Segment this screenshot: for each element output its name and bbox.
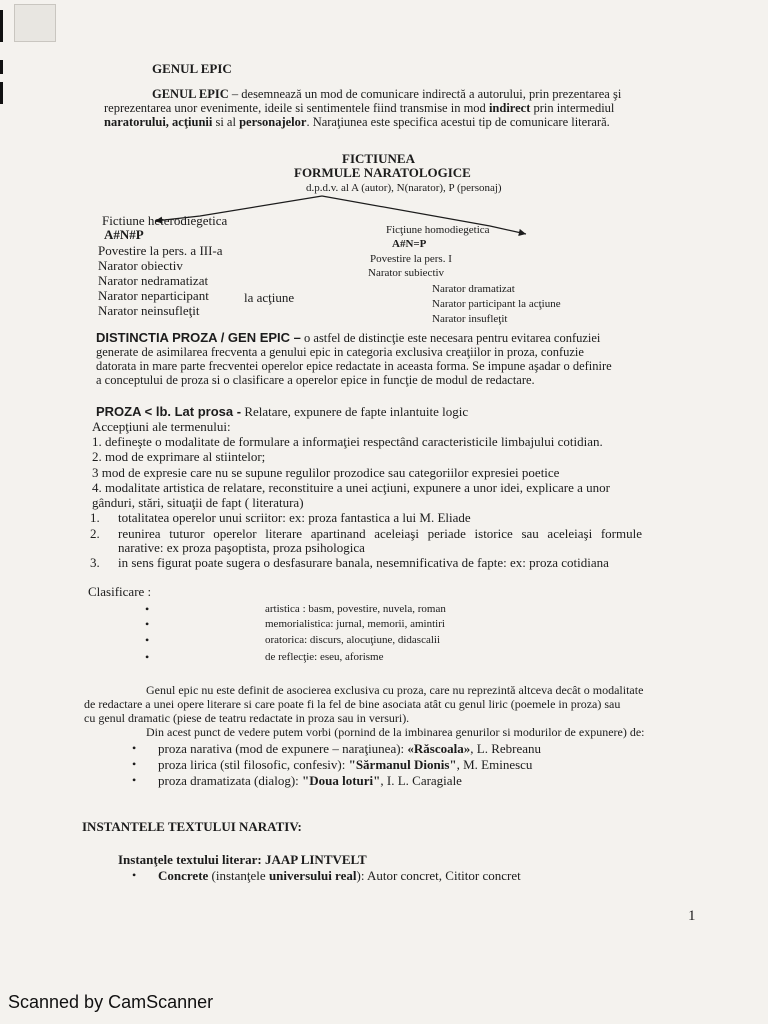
bullet-icon: • <box>132 773 137 787</box>
clasificare-item: memorialistica: jurnal, memorii, amintiri <box>265 618 445 630</box>
page-number: 1 <box>688 908 696 924</box>
proza-type-author: , M. Eminescu <box>456 757 533 772</box>
proza-type-title: «Răscoala» <box>407 741 471 756</box>
instantele-author: JAAP LINTVELT <box>264 852 367 867</box>
left-item: Povestire la pers. a III-a <box>98 243 223 258</box>
intro-line2-end: prin intermediul <box>530 101 615 115</box>
diagram-subheading: d.p.d.v. al A (autor), N(narator), P (personaj) <box>306 182 502 194</box>
instante-mid: (instanţele <box>208 868 269 883</box>
proza-type-item <box>158 774 462 788</box>
proza-type-item <box>158 758 532 772</box>
bullet-icon: • <box>132 868 137 882</box>
instante-bold2: universului real <box>268 868 357 883</box>
proza-type-text: proza lirica (stil filosofic, confesiv): <box>158 757 349 772</box>
acceptiune-item: 2. mod de exprimare al stiintelor; <box>92 449 266 464</box>
distinctia-term: DISTINCTIA PROZA / GEN EPIC – <box>96 330 301 345</box>
distinctia-line2: generate de asimilarea frecventa a genului epic in categoria exclusiva creaţiilor in proza, confuzie <box>96 345 584 359</box>
acceptiune-item: 4. modalitate artistica de relatare, reconstituire a unei acţiuni, expunere a unor idei, explicare a unor <box>92 480 610 495</box>
clasificare-label: Clasificare : <box>88 584 152 599</box>
left-branch-title: Fictiune heterodiegetica <box>102 213 228 228</box>
sens-num: 2. <box>90 526 100 541</box>
bullet-icon: • <box>145 650 150 664</box>
proza-type-text: proza narativa (mod de expunere – naraţiunea): <box>158 741 408 756</box>
intro-line2-bold: indirect <box>488 101 531 115</box>
sens-item: in sens figurat poate sugera o desfasurare banala, nesemnificativa de fapte: ex: proza cotidiana <box>118 555 609 570</box>
left-item: Narator neinsufleţit <box>98 303 200 318</box>
proza-type-title: "Doua loturi" <box>302 773 381 788</box>
instantele-heading: INSTANTELE TEXTULUI NARATIV: <box>82 819 302 834</box>
instante-end: ): Autor concret, Cititor concret <box>356 868 521 883</box>
sens-item: totalitatea operelor unui scriitor: ex: proza fantastica a lui M. Eliade <box>118 510 471 525</box>
clasificare-item: oratorica: discurs, alocuţiune, didascalii <box>265 634 441 646</box>
scanner-watermark: Scanned by CamScanner <box>8 992 214 1012</box>
right-item: Narator subiectiv <box>368 267 445 279</box>
diagram-heading-formule: FORMULE NARATOLOGICE <box>294 165 471 180</box>
clasificare-item: de reflecţie: eseu, aforisme <box>265 651 384 663</box>
bullet-icon: • <box>145 602 150 616</box>
instante-item <box>158 869 521 883</box>
proza-term: PROZA < lb. Lat prosa - <box>96 404 242 419</box>
intro-line2: reprezentarea unor evenimente, ideile si sentimentele fiind transmise in mod <box>104 101 489 115</box>
right-sub-item: Narator participant la acţiune <box>432 298 561 310</box>
instantele-label: Instanţele textului literar: <box>118 852 265 867</box>
right-sub-item: Narator insufleţit <box>432 313 508 325</box>
acceptiune-item: 3 mod de expresie care nu se supune regulilor prozodice sau categoriilor expresiei poetice <box>92 465 560 480</box>
sens-item <box>118 527 642 555</box>
proza-type-title: "Sărmanul Dionis" <box>348 757 457 772</box>
intro-term: GENUL EPIC <box>152 87 229 101</box>
genul-epic-paragraph <box>84 683 646 739</box>
distinctia-line3: datorata in mare parte frecventei operelor epice redactate in aceasta forma. Se impune aşadar o definire <box>96 359 612 373</box>
left-branch-formula: A#N#P <box>104 227 144 242</box>
right-sub-item: Narator dramatizat <box>432 283 515 295</box>
left-side-note: la acţiune <box>244 290 295 305</box>
intro-line3-end: . Naraţiunea este specifica acestui tip de comunicare literară. <box>306 115 610 129</box>
intro-line3-bold1: naratorului, acţiunii <box>104 115 213 129</box>
left-item: Narator nedramatizat <box>98 273 209 288</box>
distinctia-line1: o astfel de distincţie este necesara pentru evitarea confuziei <box>300 331 601 345</box>
genul-line: cu genul dramatic (piese de teatru redactate in proza sau in versuri). <box>84 711 410 725</box>
genul-line: Din acest punct de vedere putem vorbi (pornind de la imbinarea genurilor si modurilor de expunere) de: <box>146 725 645 739</box>
acceptiune-item: 1. defineşte o modalitate de formulare a informaţiei respectând caracteristicile limbajului cotidian. <box>92 434 603 449</box>
proza-type-item <box>158 742 541 756</box>
intro-line1: – desemnează un mod de comunicare indirectă a autorului, prin prezentarea şi <box>228 87 622 101</box>
bullet-icon: • <box>132 741 137 755</box>
left-item: Narator neparticipant <box>98 288 209 303</box>
right-branch-title: Ficţiune homodiegetica <box>386 224 490 236</box>
proza-type-author: , L. Rebreanu <box>470 741 542 756</box>
right-item: Povestire la pers. I <box>370 253 452 265</box>
proza-definition <box>96 405 468 419</box>
genul-line: Genul epic nu este definit de asocierea exclusiva cu proza, care nu reprezintă altceva decât o modalitate <box>146 683 644 697</box>
instante-bold: Concrete <box>158 868 209 883</box>
intro-line3-mid: si al <box>212 115 240 129</box>
intro-line3-bold2: personajelor <box>239 115 307 129</box>
proza-def: Relatare, expunere de fapte inlantuite logic <box>241 404 469 419</box>
sens-item-line: narative: ex proza paşoptista, proza psihologica <box>118 540 365 555</box>
distinctia-line4: a conceptului de proza si o clasificare a operelor epice in funcţie de modul de redactare. <box>96 373 535 387</box>
bullet-icon: • <box>132 757 137 771</box>
diagram-heading-fictiunea: FICTIUNEA <box>342 151 415 166</box>
clasificare-item: artistica : basm, povestire, nuvela, roman <box>265 603 446 615</box>
proza-type-text: proza dramatizata (dialog): <box>158 773 303 788</box>
sens-num: 1. <box>90 510 100 525</box>
acceptiuni-label: Accepţiuni ale termenului: <box>92 419 231 434</box>
bullet-icon: • <box>145 633 150 647</box>
sens-item-line: reunirea tuturor operelor literare apartinand aceleiaşi periade istorice sau aceleiaşi formule <box>118 526 642 541</box>
acceptiune-item: gânduri, stări, situaţii de fapt ( literatura) <box>92 495 304 510</box>
bullet-icon: • <box>145 617 150 631</box>
instantele-subheading <box>118 853 367 867</box>
right-branch-formula: A#N=P <box>392 238 427 250</box>
proza-type-author: , I. L. Caragiale <box>380 773 462 788</box>
page-title: GENUL EPIC <box>152 61 232 76</box>
genul-line: de redactare a unei opere literare si care poate fi la fel de bine asociata atât cu genul liric (poemele in proza) sau <box>84 697 621 711</box>
left-item: Narator obiectiv <box>98 258 183 273</box>
sens-num: 3. <box>90 555 100 570</box>
distinctia-paragraph <box>96 331 642 387</box>
